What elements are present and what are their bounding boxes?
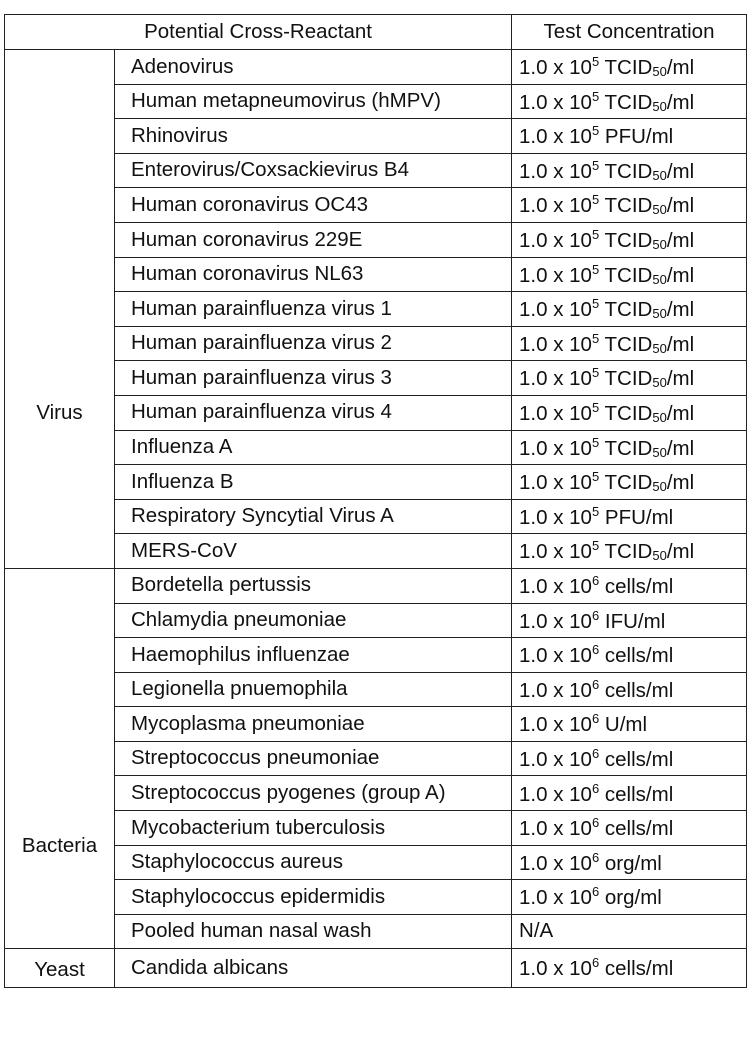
- table-row: [5, 534, 747, 569]
- concentration-unit-tail: /ml: [666, 367, 695, 391]
- concentration-unit-subscript: 50: [652, 444, 667, 460]
- concentration-unit: TCID: [604, 367, 653, 391]
- test-concentration: [512, 603, 747, 638]
- test-concentration: [512, 845, 747, 880]
- concentration-unit: cells/ml: [604, 782, 674, 806]
- concentration-base: 1.0 x 10: [519, 471, 592, 495]
- table-row: [5, 949, 747, 988]
- concentration-unit-tail: /ml: [666, 471, 695, 495]
- concentration-unit: cells/ml: [604, 747, 674, 771]
- concentration-unit: TCID: [604, 56, 653, 80]
- test-concentration: [512, 465, 747, 500]
- cross-reactant-name: Haemophilus influenzae: [115, 638, 512, 673]
- concentration-unit-subscript: 50: [652, 64, 667, 80]
- table-row: [5, 292, 747, 327]
- concentration-exponent: 5: [591, 54, 600, 70]
- concentration-exponent: 5: [591, 503, 600, 519]
- table-row: [5, 188, 747, 223]
- cross-reactant-name: Adenovirus: [115, 50, 512, 85]
- concentration-unit-tail: /ml: [666, 263, 695, 287]
- concentration-unit: PFU/ml: [604, 125, 674, 149]
- concentration-base: 1.0 x 10: [519, 56, 592, 80]
- table-row: [5, 776, 747, 811]
- concentration-exponent: 5: [591, 330, 600, 346]
- test-concentration: [512, 84, 747, 119]
- table-row: [5, 395, 747, 430]
- concentration-base: 1.0 x 10: [519, 263, 592, 287]
- concentration-exponent: 6: [591, 884, 600, 900]
- cross-reactant-name: Pooled human nasal wash: [115, 914, 512, 949]
- table-row: [5, 326, 747, 361]
- test-concentration: [512, 361, 747, 396]
- concentration-base: 1.0 x 10: [519, 90, 592, 114]
- concentration-base: 1.0 x 10: [519, 851, 592, 875]
- test-concentration: [512, 119, 747, 154]
- concentration-base: 1.0 x 10: [519, 747, 592, 771]
- cross-reactant-table: [4, 14, 747, 988]
- concentration-unit: TCID: [604, 298, 653, 322]
- concentration-unit-tail: /ml: [666, 194, 695, 218]
- concentration-base: 1.0 x 10: [519, 957, 592, 981]
- concentration-unit-subscript: 50: [652, 237, 667, 253]
- concentration-unit: TCID: [604, 401, 653, 425]
- concentration-unit: cells/ml: [604, 574, 674, 598]
- category-label: Bacteria: [21, 834, 98, 858]
- table-header-row: [5, 15, 747, 50]
- concentration-unit-subscript: 50: [652, 167, 667, 183]
- concentration-base: 1.0 x 10: [519, 782, 592, 806]
- test-concentration: [512, 153, 747, 188]
- concentration-unit: TCID: [604, 194, 653, 218]
- concentration-exponent: 6: [591, 572, 600, 588]
- category-label: Yeast: [34, 957, 85, 981]
- cross-reactant-name: Staphylococcus epidermidis: [115, 880, 512, 915]
- test-concentration: [512, 707, 747, 742]
- concentration-base: 1.0 x 10: [519, 817, 592, 841]
- table-row: [5, 499, 747, 534]
- concentration-exponent: 6: [591, 955, 600, 971]
- table-row: [5, 707, 747, 742]
- concentration-unit-tail: /ml: [666, 90, 695, 114]
- category-label: Virus: [36, 401, 83, 425]
- concentration-exponent: 6: [591, 780, 600, 796]
- test-concentration: [512, 672, 747, 707]
- test-concentration: [512, 430, 747, 465]
- header-potential-cross-reactant: Potential Cross-Reactant: [5, 15, 512, 50]
- concentration-unit: TCID: [604, 332, 653, 356]
- concentration-unit: IFU/ml: [604, 609, 666, 633]
- table-row: [5, 638, 747, 673]
- table-row: [5, 84, 747, 119]
- cross-reactant-name: Human coronavirus 229E: [115, 222, 512, 257]
- concentration-unit: org/ml: [604, 851, 662, 875]
- table-row: [5, 50, 747, 85]
- test-concentration: [512, 222, 747, 257]
- category-cell: [5, 568, 115, 949]
- concentration-exponent: 6: [591, 849, 600, 865]
- cross-reactant-name: Enterovirus/Coxsackievirus B4: [115, 153, 512, 188]
- concentration-unit: TCID: [604, 263, 653, 287]
- table-row: [5, 119, 747, 154]
- concentration-unit: TCID: [604, 90, 653, 114]
- test-concentration: [512, 776, 747, 811]
- concentration-exponent: 5: [591, 296, 600, 312]
- cross-reactant-name: Legionella pnuemophila: [115, 672, 512, 707]
- concentration-unit: U/ml: [604, 713, 648, 737]
- concentration-exponent: 6: [591, 815, 600, 831]
- concentration-unit-tail: /ml: [666, 298, 695, 322]
- table-row: [5, 741, 747, 776]
- category-cell: [5, 949, 115, 988]
- cross-reactant-name: Candida albicans: [115, 949, 512, 988]
- concentration-unit: cells/ml: [604, 817, 674, 841]
- concentration-exponent: 5: [591, 157, 600, 173]
- concentration-unit-tail: /ml: [666, 401, 695, 425]
- concentration-unit-tail: /ml: [666, 332, 695, 356]
- table-row: [5, 430, 747, 465]
- test-concentration: [512, 914, 747, 949]
- concentration-unit: TCID: [604, 436, 653, 460]
- concentration-exponent: 5: [591, 261, 600, 277]
- concentration-unit-subscript: 50: [652, 98, 667, 114]
- concentration-unit: TCID: [604, 471, 653, 495]
- cross-reactant-name: Human metapneumovirus (hMPV): [115, 84, 512, 119]
- cross-reactant-name: MERS-CoV: [115, 534, 512, 569]
- cross-reactant-name: Streptococcus pyogenes (group A): [115, 776, 512, 811]
- table-row: [5, 568, 747, 603]
- cross-reactant-name: Human parainfluenza virus 2: [115, 326, 512, 361]
- concentration-exponent: 5: [591, 365, 600, 381]
- test-concentration: [512, 568, 747, 603]
- table-row: [5, 880, 747, 915]
- cross-reactant-name: Respiratory Syncytial Virus A: [115, 499, 512, 534]
- test-concentration: [512, 949, 747, 988]
- table-row: [5, 153, 747, 188]
- concentration-unit-tail: /ml: [666, 229, 695, 253]
- concentration-unit: cells/ml: [604, 678, 674, 702]
- concentration-base: 1.0 x 10: [519, 125, 592, 149]
- concentration-exponent: 5: [591, 192, 600, 208]
- concentration-unit-tail: /ml: [666, 540, 695, 564]
- concentration-unit-subscript: 50: [652, 202, 667, 218]
- concentration-unit-subscript: 50: [652, 479, 667, 495]
- test-concentration: [512, 395, 747, 430]
- table-row: [5, 603, 747, 638]
- concentration-base: 1.0 x 10: [519, 298, 592, 322]
- cross-reactant-name: Influenza B: [115, 465, 512, 500]
- concentration-unit-tail: /ml: [666, 436, 695, 460]
- concentration-base: 1.0 x 10: [519, 609, 592, 633]
- cross-reactant-name: Chlamydia pneumoniae: [115, 603, 512, 638]
- cross-reactant-name: Streptococcus pneumoniae: [115, 741, 512, 776]
- test-concentration: [512, 326, 747, 361]
- cross-reactant-name: Human parainfluenza virus 4: [115, 395, 512, 430]
- concentration-unit: org/ml: [604, 886, 662, 910]
- concentration-exponent: 5: [591, 227, 600, 243]
- concentration-base: N/A: [519, 919, 554, 943]
- concentration-base: 1.0 x 10: [519, 540, 592, 564]
- cross-reactant-name: Bordetella pertussis: [115, 568, 512, 603]
- concentration-unit: TCID: [604, 159, 653, 183]
- concentration-base: 1.0 x 10: [519, 644, 592, 668]
- table-row: [5, 222, 747, 257]
- test-concentration: [512, 741, 747, 776]
- concentration-unit-subscript: 50: [652, 340, 667, 356]
- concentration-exponent: 6: [591, 711, 600, 727]
- concentration-unit-subscript: 50: [652, 271, 667, 287]
- category-cell: [5, 50, 115, 569]
- concentration-exponent: 5: [591, 123, 600, 139]
- concentration-base: 1.0 x 10: [519, 401, 592, 425]
- concentration-base: 1.0 x 10: [519, 367, 592, 391]
- concentration-exponent: 6: [591, 676, 600, 692]
- cross-reactant-name: Human coronavirus OC43: [115, 188, 512, 223]
- test-concentration: [512, 257, 747, 292]
- concentration-exponent: 5: [591, 469, 600, 485]
- concentration-exponent: 5: [591, 399, 600, 415]
- table-row: [5, 465, 747, 500]
- concentration-base: 1.0 x 10: [519, 229, 592, 253]
- cross-reactant-name: Human parainfluenza virus 3: [115, 361, 512, 396]
- concentration-base: 1.0 x 10: [519, 505, 592, 529]
- test-concentration: [512, 188, 747, 223]
- concentration-base: 1.0 x 10: [519, 886, 592, 910]
- concentration-base: 1.0 x 10: [519, 194, 592, 218]
- concentration-base: 1.0 x 10: [519, 678, 592, 702]
- concentration-base: 1.0 x 10: [519, 436, 592, 460]
- cross-reactant-name: Rhinovirus: [115, 119, 512, 154]
- table-row: [5, 811, 747, 846]
- cross-reactant-name: Mycobacterium tuberculosis: [115, 811, 512, 846]
- test-concentration: [512, 811, 747, 846]
- test-concentration: [512, 499, 747, 534]
- test-concentration: [512, 638, 747, 673]
- concentration-unit: PFU/ml: [604, 505, 674, 529]
- test-concentration: [512, 534, 747, 569]
- concentration-unit-subscript: 50: [652, 306, 667, 322]
- table-row: [5, 914, 747, 949]
- table-row: [5, 672, 747, 707]
- cross-reactant-name: Staphylococcus aureus: [115, 845, 512, 880]
- concentration-base: 1.0 x 10: [519, 574, 592, 598]
- cross-reactant-name: Human parainfluenza virus 1: [115, 292, 512, 327]
- test-concentration: [512, 292, 747, 327]
- cross-reactant-name: Mycoplasma pneumoniae: [115, 707, 512, 742]
- cross-reactant-name: Influenza A: [115, 430, 512, 465]
- concentration-unit-tail: /ml: [666, 56, 695, 80]
- table-row: [5, 257, 747, 292]
- concentration-unit-subscript: 50: [652, 375, 667, 391]
- test-concentration: [512, 880, 747, 915]
- concentration-base: 1.0 x 10: [519, 332, 592, 356]
- concentration-exponent: 6: [591, 642, 600, 658]
- table-row: [5, 361, 747, 396]
- concentration-unit-subscript: 50: [652, 548, 667, 564]
- test-concentration: [512, 50, 747, 85]
- concentration-unit: TCID: [604, 540, 653, 564]
- cross-reactant-name: Human coronavirus NL63: [115, 257, 512, 292]
- concentration-base: 1.0 x 10: [519, 713, 592, 737]
- concentration-unit: TCID: [604, 229, 653, 253]
- concentration-exponent: 6: [591, 745, 600, 761]
- concentration-base: 1.0 x 10: [519, 159, 592, 183]
- header-test-concentration: Test Concentration: [512, 15, 747, 50]
- concentration-unit: cells/ml: [604, 644, 674, 668]
- concentration-unit: cells/ml: [604, 957, 674, 981]
- concentration-exponent: 6: [591, 607, 600, 623]
- concentration-unit-subscript: 50: [652, 409, 667, 425]
- concentration-exponent: 5: [591, 88, 600, 104]
- table-row: [5, 845, 747, 880]
- concentration-unit-tail: /ml: [666, 159, 695, 183]
- concentration-exponent: 5: [591, 434, 600, 450]
- concentration-exponent: 5: [591, 538, 600, 554]
